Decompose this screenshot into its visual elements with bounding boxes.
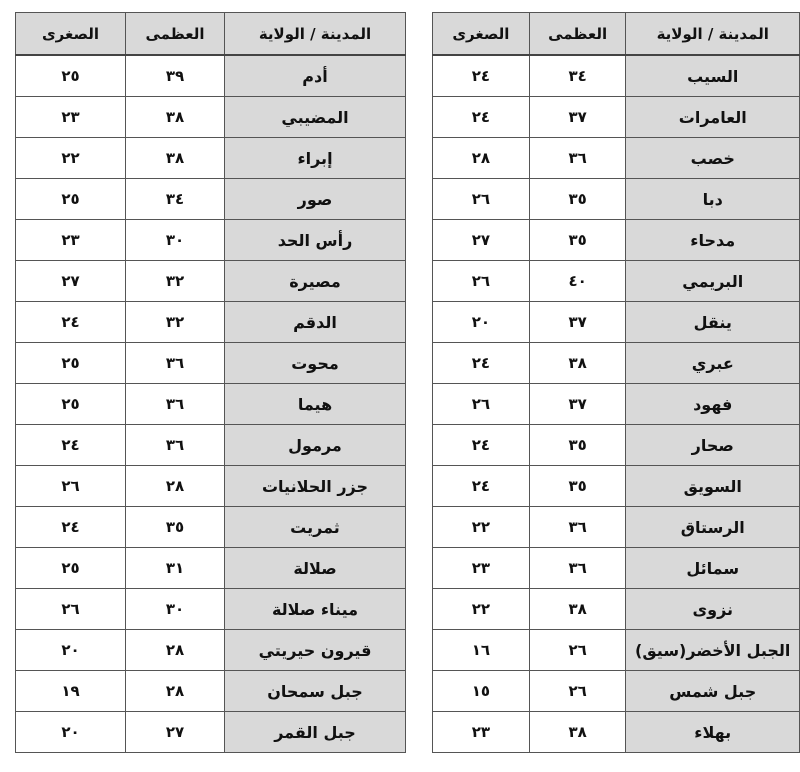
min-temp-cell: ٢٣ (16, 97, 126, 138)
min-temp-cell: ١٦ (433, 630, 530, 671)
table-header-row (16, 13, 406, 56)
table-row (433, 384, 800, 425)
min-temp-cell: ٢٥ (16, 179, 126, 220)
min-temp-cell: ٢٤ (16, 507, 126, 548)
min-temp-cell: ٢٠ (16, 712, 126, 753)
table-row (16, 138, 406, 179)
table-row (433, 179, 800, 220)
table-row (16, 302, 406, 343)
city-cell: جبل سمحان (225, 671, 406, 712)
city-cell: فهود (626, 384, 800, 425)
min-temp-cell: ٢٤ (433, 343, 530, 384)
max-temp-cell: ٣٢ (126, 261, 225, 302)
city-cell: أدم (225, 55, 406, 97)
max-temp-cell: ٣٦ (529, 138, 626, 179)
city-cell: الجبل الأخضر(سيق) (626, 630, 800, 671)
max-temp-cell: ٣٦ (126, 384, 225, 425)
min-temp-cell: ٢٥ (16, 548, 126, 589)
table-row (433, 630, 800, 671)
max-temp-cell: ٢٦ (529, 671, 626, 712)
city-cell: خصب (626, 138, 800, 179)
max-temp-cell: ٣٤ (529, 55, 626, 97)
min-temp-cell: ٢٢ (16, 138, 126, 179)
table-row (16, 507, 406, 548)
header-max: العظمى (529, 13, 626, 56)
header-min: الصغرى (433, 13, 530, 56)
max-temp-cell: ٣٤ (126, 179, 225, 220)
table-row (433, 343, 800, 384)
table-row (16, 589, 406, 630)
max-temp-cell: ٣٥ (529, 466, 626, 507)
max-temp-cell: ٣٧ (529, 302, 626, 343)
max-temp-cell: ٢٨ (126, 466, 225, 507)
min-temp-cell: ٢٢ (433, 589, 530, 630)
min-temp-cell: ٢٤ (433, 466, 530, 507)
min-temp-cell: ٢٦ (433, 384, 530, 425)
table-row (16, 712, 406, 753)
city-cell: صحار (626, 425, 800, 466)
city-cell: صور (225, 179, 406, 220)
city-cell: ميناء صلالة (225, 589, 406, 630)
max-temp-cell: ٢٨ (126, 630, 225, 671)
city-cell: رأس الحد (225, 220, 406, 261)
table-row (16, 384, 406, 425)
city-cell: دبا (626, 179, 800, 220)
min-temp-cell: ٢٣ (433, 548, 530, 589)
city-cell: البريمي (626, 261, 800, 302)
header-min: الصغرى (16, 13, 126, 56)
city-cell: المضيبي (225, 97, 406, 138)
table-header-row (433, 13, 800, 56)
max-temp-cell: ٣٧ (529, 384, 626, 425)
table-row (433, 97, 800, 138)
min-temp-cell: ٢٤ (16, 425, 126, 466)
min-temp-cell: ٢٧ (433, 220, 530, 261)
max-temp-cell: ٣٠ (126, 589, 225, 630)
table-row (433, 220, 800, 261)
table-row (16, 671, 406, 712)
max-temp-cell: ٣٩ (126, 55, 225, 97)
max-temp-cell: ٢٨ (126, 671, 225, 712)
city-cell: مصيرة (225, 261, 406, 302)
max-temp-cell: ٣٨ (529, 712, 626, 753)
max-temp-cell: ٢٦ (529, 630, 626, 671)
city-cell: قيرون حيريتي (225, 630, 406, 671)
max-temp-cell: ٣٦ (529, 507, 626, 548)
max-temp-cell: ٣٨ (529, 589, 626, 630)
min-temp-cell: ١٩ (16, 671, 126, 712)
max-temp-cell: ٣١ (126, 548, 225, 589)
max-temp-cell: ٣٥ (126, 507, 225, 548)
table-row (16, 548, 406, 589)
min-temp-cell: ١٥ (433, 671, 530, 712)
city-cell: ثمريت (225, 507, 406, 548)
min-temp-cell: ٢٥ (16, 55, 126, 97)
temperature-table-left (15, 12, 406, 753)
city-cell: سمائل (626, 548, 800, 589)
min-temp-cell: ٢٢ (433, 507, 530, 548)
table-row (433, 671, 800, 712)
table-row (16, 343, 406, 384)
table-row (16, 179, 406, 220)
header-max: العظمى (126, 13, 225, 56)
city-cell: العامرات (626, 97, 800, 138)
max-temp-cell: ٣٠ (126, 220, 225, 261)
min-temp-cell: ٢٦ (433, 179, 530, 220)
max-temp-cell: ٣٥ (529, 220, 626, 261)
table-row (433, 507, 800, 548)
city-cell: محوت (225, 343, 406, 384)
city-cell: بهلاء (626, 712, 800, 753)
max-temp-cell: ٣٥ (529, 425, 626, 466)
min-temp-cell: ٢٠ (16, 630, 126, 671)
min-temp-cell: ٢٠ (433, 302, 530, 343)
table-row (433, 466, 800, 507)
table-row (433, 55, 800, 97)
table-row (433, 589, 800, 630)
max-temp-cell: ٣٧ (529, 97, 626, 138)
city-cell: جبل القمر (225, 712, 406, 753)
max-temp-cell: ٣٦ (126, 425, 225, 466)
city-cell: صلالة (225, 548, 406, 589)
max-temp-cell: ٣٨ (126, 97, 225, 138)
city-cell: السيب (626, 55, 800, 97)
table-row (433, 425, 800, 466)
min-temp-cell: ٢٣ (433, 712, 530, 753)
city-cell: نزوى (626, 589, 800, 630)
min-temp-cell: ٢٦ (16, 466, 126, 507)
table-row (16, 97, 406, 138)
city-cell: مرمول (225, 425, 406, 466)
min-temp-cell: ٢٥ (16, 384, 126, 425)
table-row (16, 630, 406, 671)
temperature-table-right (432, 12, 800, 753)
city-cell: جبل شمس (626, 671, 800, 712)
table-row (16, 261, 406, 302)
min-temp-cell: ٢٥ (16, 343, 126, 384)
table-row (433, 261, 800, 302)
min-temp-cell: ٢٦ (433, 261, 530, 302)
max-temp-cell: ٣٨ (126, 138, 225, 179)
city-cell: الدقم (225, 302, 406, 343)
min-temp-cell: ٢٧ (16, 261, 126, 302)
city-cell: مدحاء (626, 220, 800, 261)
city-cell: هيما (225, 384, 406, 425)
table-row (16, 425, 406, 466)
city-cell: ينقل (626, 302, 800, 343)
city-cell: الرستاق (626, 507, 800, 548)
max-temp-cell: ٤٠ (529, 261, 626, 302)
min-temp-cell: ٢٨ (433, 138, 530, 179)
city-cell: السويق (626, 466, 800, 507)
min-temp-cell: ٢٦ (16, 589, 126, 630)
max-temp-cell: ٣٦ (126, 343, 225, 384)
table-row (16, 55, 406, 97)
max-temp-cell: ٢٧ (126, 712, 225, 753)
header-city: المدينة / الولاية (225, 13, 406, 56)
city-cell: إبراء (225, 138, 406, 179)
table-row (16, 466, 406, 507)
min-temp-cell: ٢٤ (16, 302, 126, 343)
table-row (433, 548, 800, 589)
min-temp-cell: ٢٤ (433, 425, 530, 466)
city-cell: عبري (626, 343, 800, 384)
min-temp-cell: ٢٣ (16, 220, 126, 261)
max-temp-cell: ٣٨ (529, 343, 626, 384)
table-row (16, 220, 406, 261)
min-temp-cell: ٢٤ (433, 97, 530, 138)
city-cell: جزر الحلانيات (225, 466, 406, 507)
max-temp-cell: ٣٥ (529, 179, 626, 220)
table-row (433, 302, 800, 343)
min-temp-cell: ٢٤ (433, 55, 530, 97)
max-temp-cell: ٣٢ (126, 302, 225, 343)
header-city: المدينة / الولاية (626, 13, 800, 56)
max-temp-cell: ٣٦ (529, 548, 626, 589)
table-row (433, 138, 800, 179)
table-row (433, 712, 800, 753)
